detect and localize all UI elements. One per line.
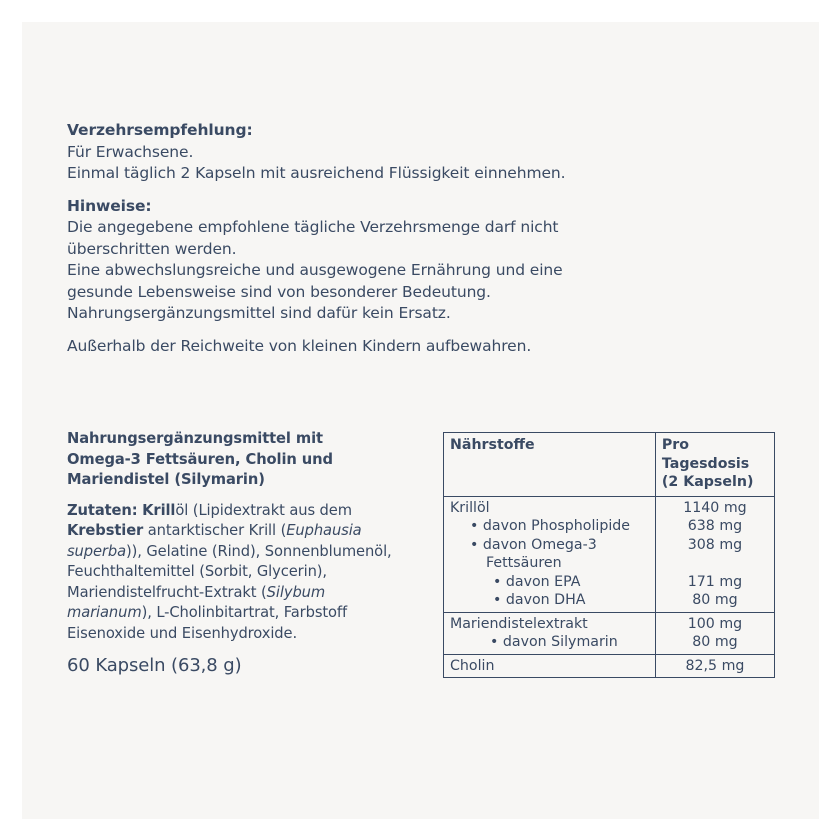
header-nutrients: Nährstoffe <box>444 433 656 497</box>
notes-line-3: Eine abwechslungsreiche und ausgewogene Ernährung und eine <box>67 261 563 279</box>
cholin-value: 82,5 mg <box>655 654 774 678</box>
product-section <box>67 429 402 677</box>
notes-line-1: Die angegebene empfohlene tägliche Verzehrsmenge darf nicht <box>67 218 559 236</box>
cholin-name: Cholin <box>444 654 656 678</box>
ingredients-text: Zutaten: Krillöl (Lipidextrakt aus dem Krebstier antarktischer Krill (Euphausia superba)), Gelatine (Rind), Sonnenblumenöl, Feuchthaltemittel (Sorbit, Glycerin), Mariendistelfrucht-Extrakt (Silybum marianum), L-Cholinbitartrat, Farbstoff Eisenoxide und Eisenhydroxide. <box>67 501 392 642</box>
usage-line-1: Für Erwachsene. <box>67 142 194 161</box>
marie-values: 100 mg 80 mg <box>655 612 774 654</box>
header-daily-dose: Pro Tagesdosis (2 Kapseln) <box>655 433 774 497</box>
nutrition-table <box>443 432 775 678</box>
child-warning: Außerhalb der Reichweite von kleinen Kindern aufbewahren. <box>67 336 532 355</box>
usage-heading: Verzehrsempfehlung: <box>67 121 253 139</box>
usage-line-2: Einmal täglich 2 Kapseln mit ausreichend Flüssigkeit einnehmen. <box>67 164 566 182</box>
table-row <box>444 496 775 612</box>
notes-line-4: gesunde Lebensweise sind von besonderer Bedeutung. <box>67 282 491 301</box>
product-title: Nahrungsergänzungsmittel mit Omega-3 Fettsäuren, Cholin und Mariendistel (Silymarin) <box>67 430 333 488</box>
table-header-row <box>444 433 775 497</box>
krill-names: Krillöl • davon Phospholipide • davon Omega-3 Fettsäuren • davon EPA • davon DHA <box>444 496 656 612</box>
table-row <box>444 612 775 654</box>
notes-line-5: Nahrungsergänzungsmittel sind dafür kein Ersatz. <box>67 304 451 322</box>
usage-section <box>67 120 627 357</box>
marie-names: Mariendistelextrakt • davon Silymarin <box>444 612 656 654</box>
krill-values: 1140 mg 638 mg 308 mg 171 mg 80 mg <box>655 496 774 612</box>
notes-line-2: überschritten werden. <box>67 239 237 258</box>
capsule-count: 60 Kapseln (63,8 g) <box>67 655 242 676</box>
notes-heading: Hinweise: <box>67 196 152 215</box>
table-row <box>444 654 775 678</box>
